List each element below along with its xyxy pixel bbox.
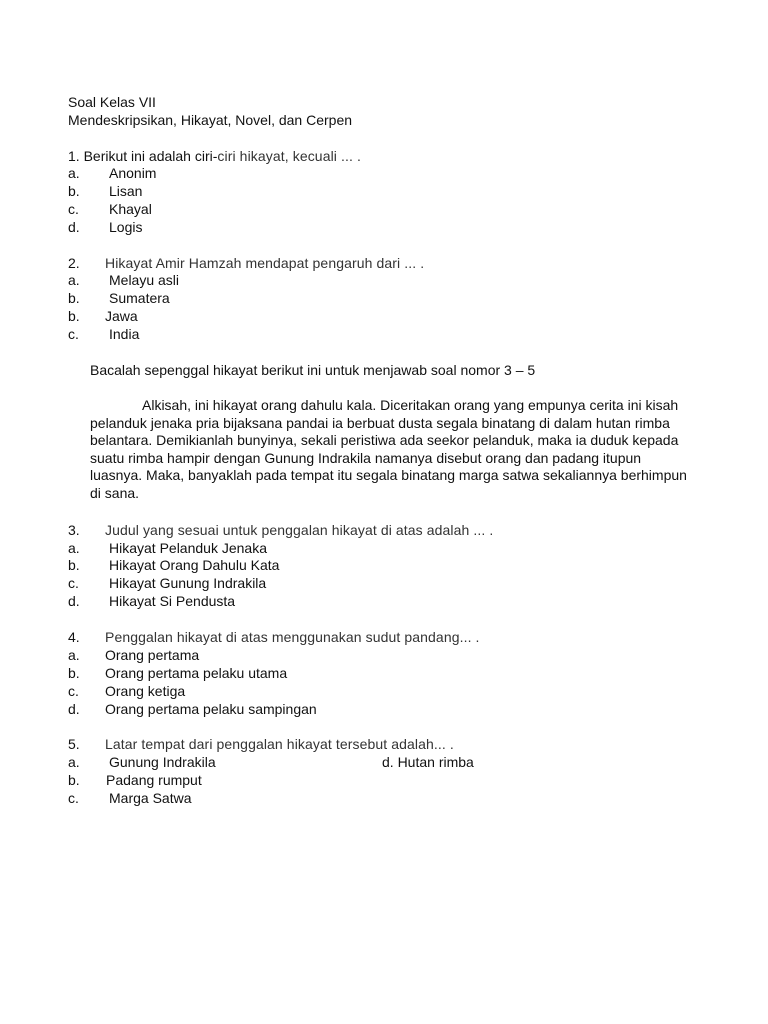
option-text: Marga Satwa: [109, 790, 192, 806]
q2-option-a: [68, 271, 179, 289]
option-label: a.: [68, 754, 80, 770]
q1-option-b: [68, 182, 142, 200]
option-text: Hikayat Si Pendusta: [109, 593, 236, 609]
option-label: c.: [68, 790, 79, 806]
q5-option-a: [68, 753, 216, 771]
option-text: Orang ketiga: [105, 683, 186, 699]
q2-option-b2: [68, 307, 138, 325]
option-text: Anonim: [109, 165, 157, 181]
q1-option-c: [68, 200, 152, 218]
option-label: b.: [68, 772, 80, 788]
question-1-text-b: ciri hikayat, kecuali ... .: [217, 148, 361, 164]
option-text: Hikayat Gunung Indrakila: [109, 575, 267, 591]
option-label: c.: [68, 683, 79, 699]
option-text: Logis: [109, 219, 143, 235]
q4-option-a: [68, 646, 199, 664]
q3-option-a: [68, 539, 267, 557]
option-label: b.: [68, 183, 80, 199]
option-text: Orang pertama pelaku utama: [105, 665, 288, 681]
q1-option-d: [68, 218, 142, 236]
q5-option-c: [68, 789, 191, 807]
option-label: a.: [68, 272, 80, 288]
option-label: d.: [68, 593, 80, 609]
option-label: d.: [68, 219, 80, 235]
question-3: [68, 521, 493, 539]
q2-option-b: [68, 289, 170, 307]
question-1-text-a: 1. Berikut ini adalah ciri-: [68, 148, 218, 164]
option-label: a.: [68, 540, 80, 556]
question-2-text: Hikayat Amir Hamzah mendapat pengaruh dari ... .: [105, 255, 425, 271]
question-number: 3.: [68, 522, 80, 538]
question-5-text: Latar tempat dari penggalan hikayat tersebut adalah... .: [105, 736, 454, 752]
option-text: Jawa: [105, 308, 138, 324]
question-number: 2.: [68, 255, 80, 271]
option-text: Melayu asli: [109, 272, 180, 288]
option-text: Hikayat Orang Dahulu Kata: [109, 557, 280, 573]
option-text: India: [109, 326, 140, 342]
question-number: 5.: [68, 736, 80, 752]
passage-text: Alkisah, ini hikayat orang dahulu kala. Diceritakan orang yang empunya cerita ini kisah pelanduk jenaka pria bijaksana pandai ia berbuat dusta segala binatang di dalam hutan rimba belantara. Demikianlah bunyinya, sekali peristiwa ada seekor pelanduk, maka ia duduk kepada suatu rimba hampir dengan Gunung Indrakila namanya disebut orang dan padang itupun luasnya. Maka, banyaklah pada tempat itu segala binatang marga satwa sekaliannya berhimpun di sana.: [90, 397, 687, 501]
option-label: c.: [68, 326, 79, 342]
reading-instruction: Bacalah sepenggal hikayat berikut ini untuk menjawab soal nomor 3 – 5: [90, 362, 536, 378]
question-2: [68, 254, 424, 272]
question-number: 4.: [68, 629, 80, 645]
question-4: [68, 628, 480, 646]
q2-option-c: [68, 325, 139, 343]
option-label: a.: [68, 647, 80, 663]
q4-option-b: [68, 664, 287, 682]
option-text: Padang rumput: [106, 772, 202, 788]
question-5: [68, 735, 454, 753]
option-text: Sumatera: [109, 290, 170, 306]
q3-option-b: [68, 556, 279, 574]
doc-title: Soal Kelas VII: [68, 94, 156, 110]
question-4-text: Penggalan hikayat di atas menggunakan sudut pandang... .: [105, 629, 480, 645]
q4-option-d: [68, 700, 317, 718]
q5-option-b: [68, 771, 202, 789]
option-text: Orang pertama pelaku sampingan: [105, 701, 317, 717]
q5-option-d: d. Hutan rimba: [382, 754, 474, 770]
q3-option-d: [68, 592, 235, 610]
option-label: c.: [68, 201, 79, 217]
option-label: b.: [68, 665, 80, 681]
question-1: [68, 147, 361, 165]
hikayat-passage: [90, 397, 690, 503]
option-text: Orang pertama: [105, 647, 200, 663]
option-label: b.: [68, 308, 80, 324]
option-text: Khayal: [109, 201, 152, 217]
option-label: d.: [68, 701, 80, 717]
q3-option-c: [68, 574, 266, 592]
q4-option-c: [68, 682, 185, 700]
q1-option-a: [68, 164, 156, 182]
option-text: Lisan: [109, 183, 143, 199]
option-label: b.: [68, 557, 80, 573]
option-text: Gunung Indrakila: [109, 754, 216, 770]
option-label: a.: [68, 165, 80, 181]
question-3-text: Judul yang sesuai untuk penggalan hikayat di atas adalah ... .: [105, 522, 494, 538]
option-text: Hikayat Pelanduk Jenaka: [109, 540, 267, 556]
doc-subtitle: Mendeskripsikan, Hikayat, Novel, dan Cerpen: [68, 112, 353, 128]
option-label: b.: [68, 290, 80, 306]
option-label: c.: [68, 575, 79, 591]
